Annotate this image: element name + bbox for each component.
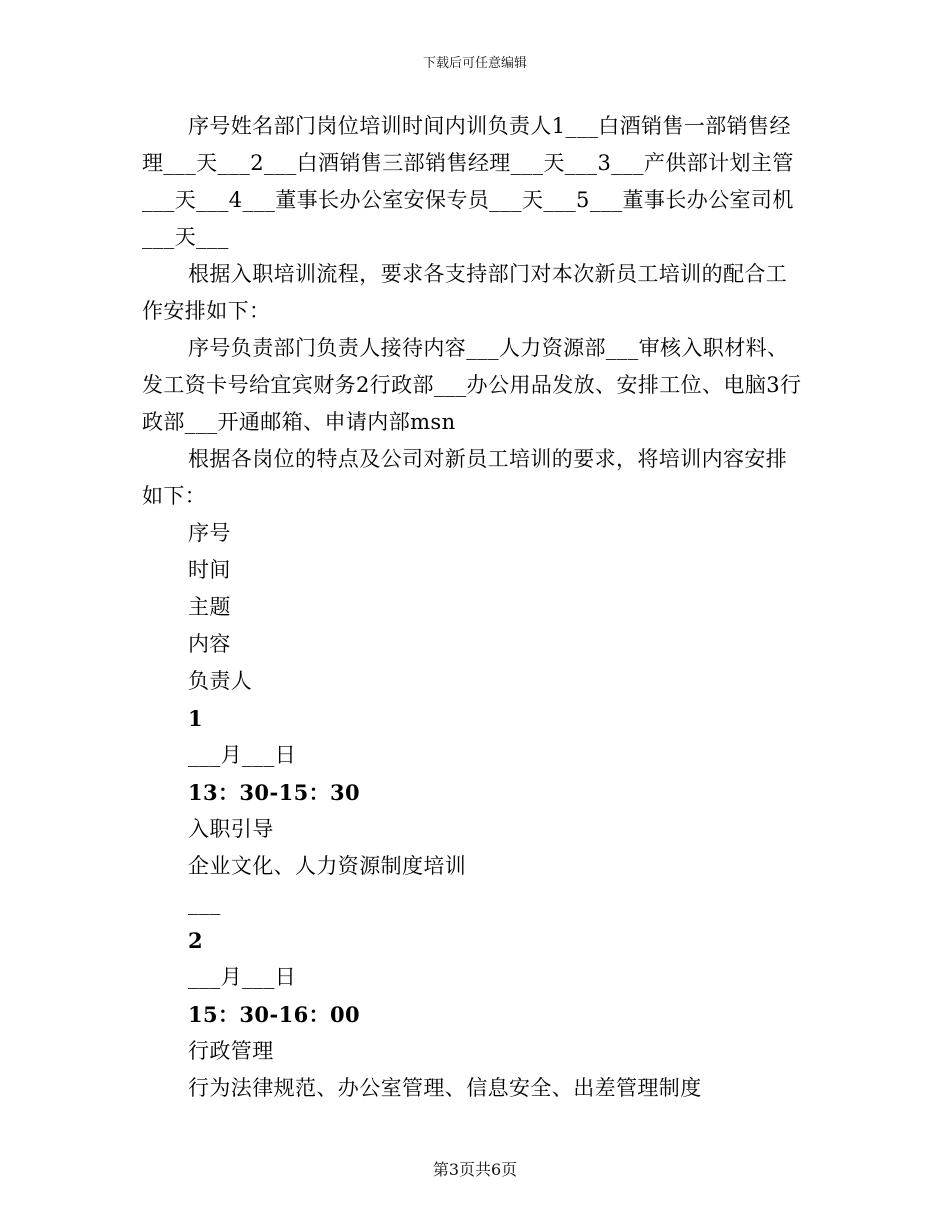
row-1-number: 1 bbox=[188, 706, 204, 731]
row-1-topic: 入职引导 bbox=[188, 817, 274, 841]
table-header-topic: 主题 bbox=[188, 595, 231, 619]
row-1-owner: ___ bbox=[188, 891, 221, 915]
row-1-time: 13：30-15：30 bbox=[188, 780, 361, 805]
paragraph-support-intro: 根据入职培训流程，要求各支持部门对本次新员工培训的配合工作安排如下： bbox=[142, 262, 788, 323]
row-2-date: ___月___日 bbox=[188, 965, 297, 989]
row-2-topic: 行政管理 bbox=[188, 1039, 274, 1063]
paragraph-support-list: 序号负责部门负责人接待内容___人力资源部___审核入职材料、发工资卡号给宜宾财务2行政部___办公用品发放、安排工位、电脑3行政部___开通邮箱、申请内部msn bbox=[142, 336, 802, 434]
paragraph-schedule-intro: 根据各岗位的特点及公司对新员工培训的要求，将培训内容安排如下： bbox=[142, 447, 788, 508]
table-header-no: 序号 bbox=[188, 521, 231, 545]
row-2-content: 行为法律规范、办公室管理、信息安全、出差管理制度 bbox=[188, 1076, 702, 1100]
row-2-time: 15：30-16：00 bbox=[188, 1002, 361, 1027]
page-header: 下载后可任意编辑 bbox=[422, 56, 527, 71]
paragraph-trainee-list: 序号姓名部门岗位培训时间内训负责人1___白酒销售一部销售经理___天___2___白酒销售三部销售经理___天___3___产供部计划主管___天___4___董事长办公室安保专员___天___5___董事长办公室司机___天___ bbox=[142, 114, 794, 249]
row-1-content: 企业文化、人力资源制度培训 bbox=[188, 854, 467, 878]
document-body bbox=[142, 108, 802, 1107]
page-footer: 第3页共6页 bbox=[432, 1160, 518, 1179]
table-header-owner: 负责人 bbox=[188, 669, 253, 693]
table-header-time: 时间 bbox=[188, 558, 231, 582]
row-1-date: ___月___日 bbox=[188, 743, 297, 767]
row-2-number: 2 bbox=[188, 928, 204, 953]
table-header-content: 内容 bbox=[188, 632, 231, 656]
